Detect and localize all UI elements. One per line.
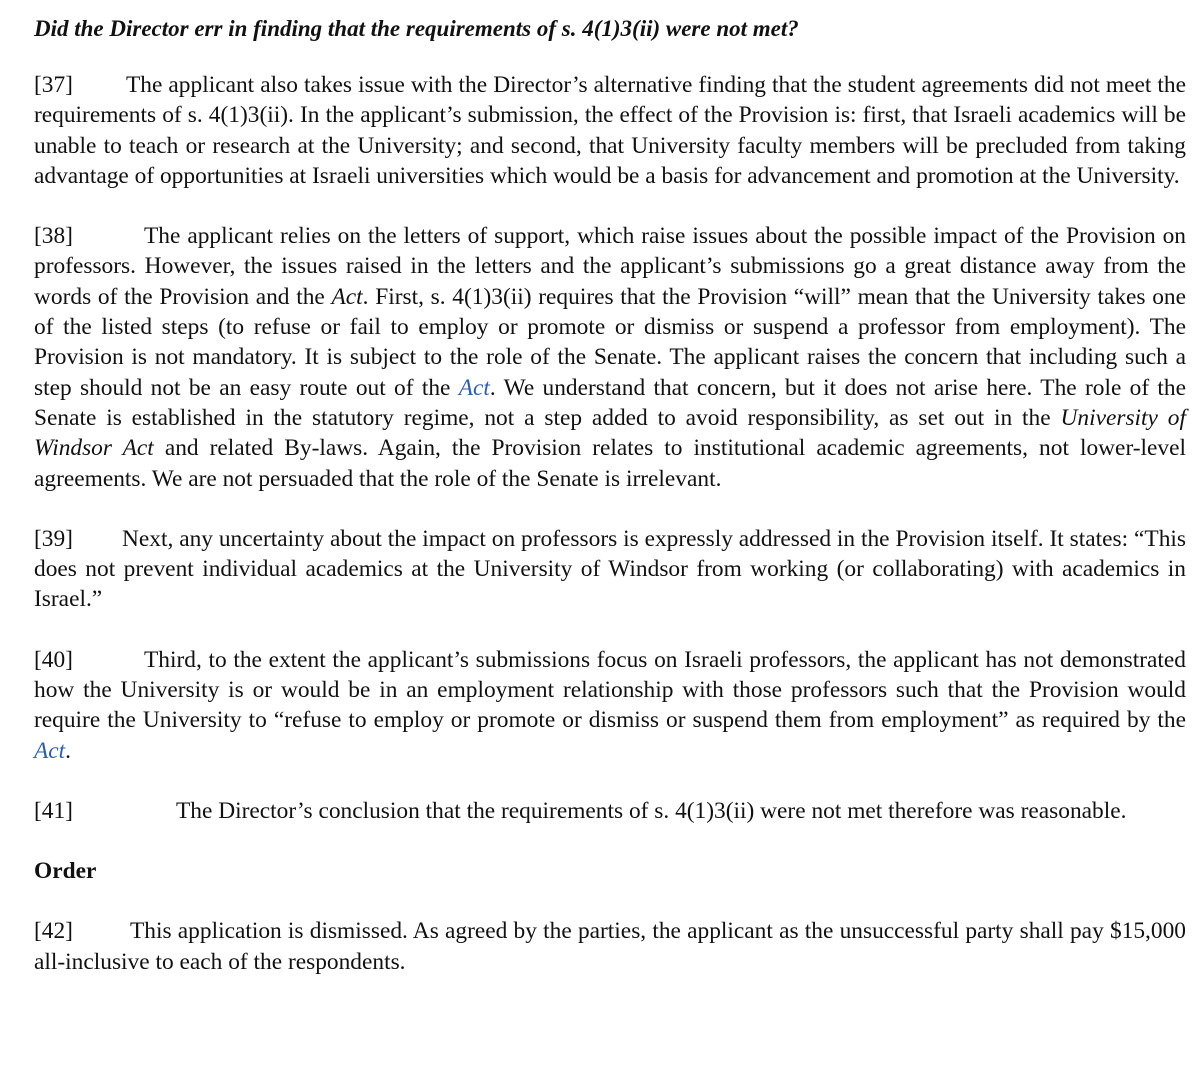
act-reference: Act (331, 283, 363, 310)
paragraph-41 (34, 796, 1186, 826)
paragraph-text: . (65, 737, 72, 764)
paragraph-text: The applicant also takes issue with the Director’s alternative finding that the student agreements did not meet the requirements of s. 4(1)3(ii). In the applicant’s submission, the effect of the Provision is: first, that Israeli academics will be unable to teach or research at the University; and second, that University faculty members will be precluded from taking advantage of opportunities at Israeli universities which would be a basis for advancement and promotion at the University. (34, 72, 1186, 189)
paragraph-number: [41] (34, 797, 73, 824)
paragraph-text: Third, to the extent the applicant’s submissions focus on Israeli professors, the applicant has not demonstrated how the University is or would be in an employment relationship with those professors such that the Provision would require the University to “refuse to employ or promote or dismiss or suspend them from employment” as required by the (34, 646, 1186, 734)
paragraph-38 (34, 221, 1186, 494)
paragraph-number: [42] (34, 918, 73, 945)
act-link[interactable]: Act (458, 374, 490, 401)
paragraph-text: This application is dismissed. As agreed by the parties, the applicant as the unsuccessful party shall pay $15,000 all-inclusive to each of the respondents. (34, 918, 1186, 975)
paragraph-42 (34, 916, 1186, 977)
paragraph-number: [40] (34, 646, 73, 673)
paragraph-text: . First, s. 4(1)3(ii) requires that the Provision “will” mean that the University takes one of the listed steps (to refuse or fail to employ or promote or dismiss or suspend a professor from employment). The Provision is not mandatory. It is subject to the role of the Senate. The applicant raises the concern that including such a step should not be an easy route out of the (34, 283, 1186, 401)
paragraph-text: The applicant relies on the letters of support, which raise issues about the possible impact of the Provision on professors. However, the issues raised in the letters and the applicant’s submissions go a great distance away from the words of the Provision and the (34, 223, 1186, 310)
paragraph-text: . We understand that concern, but it does not arise here. The role of the Senate is established in the statutory regime, not a step added to avoid responsibility, as set out in the (34, 374, 1186, 431)
paragraph-text: Next, any uncertainty about the impact on professors is expressly addressed in the Provision itself. It states: “This does not prevent individual academics at the University of Windsor from working (or collaborating) with academics in Israel.” (34, 525, 1186, 613)
paragraph-number: [38] (34, 223, 73, 250)
paragraph-number: [37] (34, 72, 73, 98)
paragraph-number: [39] (34, 525, 73, 552)
paragraph-text: The Director’s conclusion that the requirements of s. 4(1)3(ii) were not met therefore was reasonable. (176, 797, 1127, 824)
paragraph-39 (34, 524, 1186, 615)
paragraph-text: and related By-laws. Again, the Provision relates to institutional academic agreements, not lower-level agreements. We are not persuaded that the role of the Senate is irrelevant. (34, 435, 1187, 492)
document-page (34, 14, 1186, 1007)
section-heading: Did the Director err in finding that the requirements of s. 4(1)3(ii) were not met? (34, 16, 799, 41)
university-act-reference: University of Windsor Act (34, 404, 1186, 462)
paragraph-37 (34, 70, 1186, 191)
order-heading: Order (34, 858, 97, 885)
act-link[interactable]: Act (34, 737, 66, 764)
paragraph-40 (34, 645, 1186, 766)
